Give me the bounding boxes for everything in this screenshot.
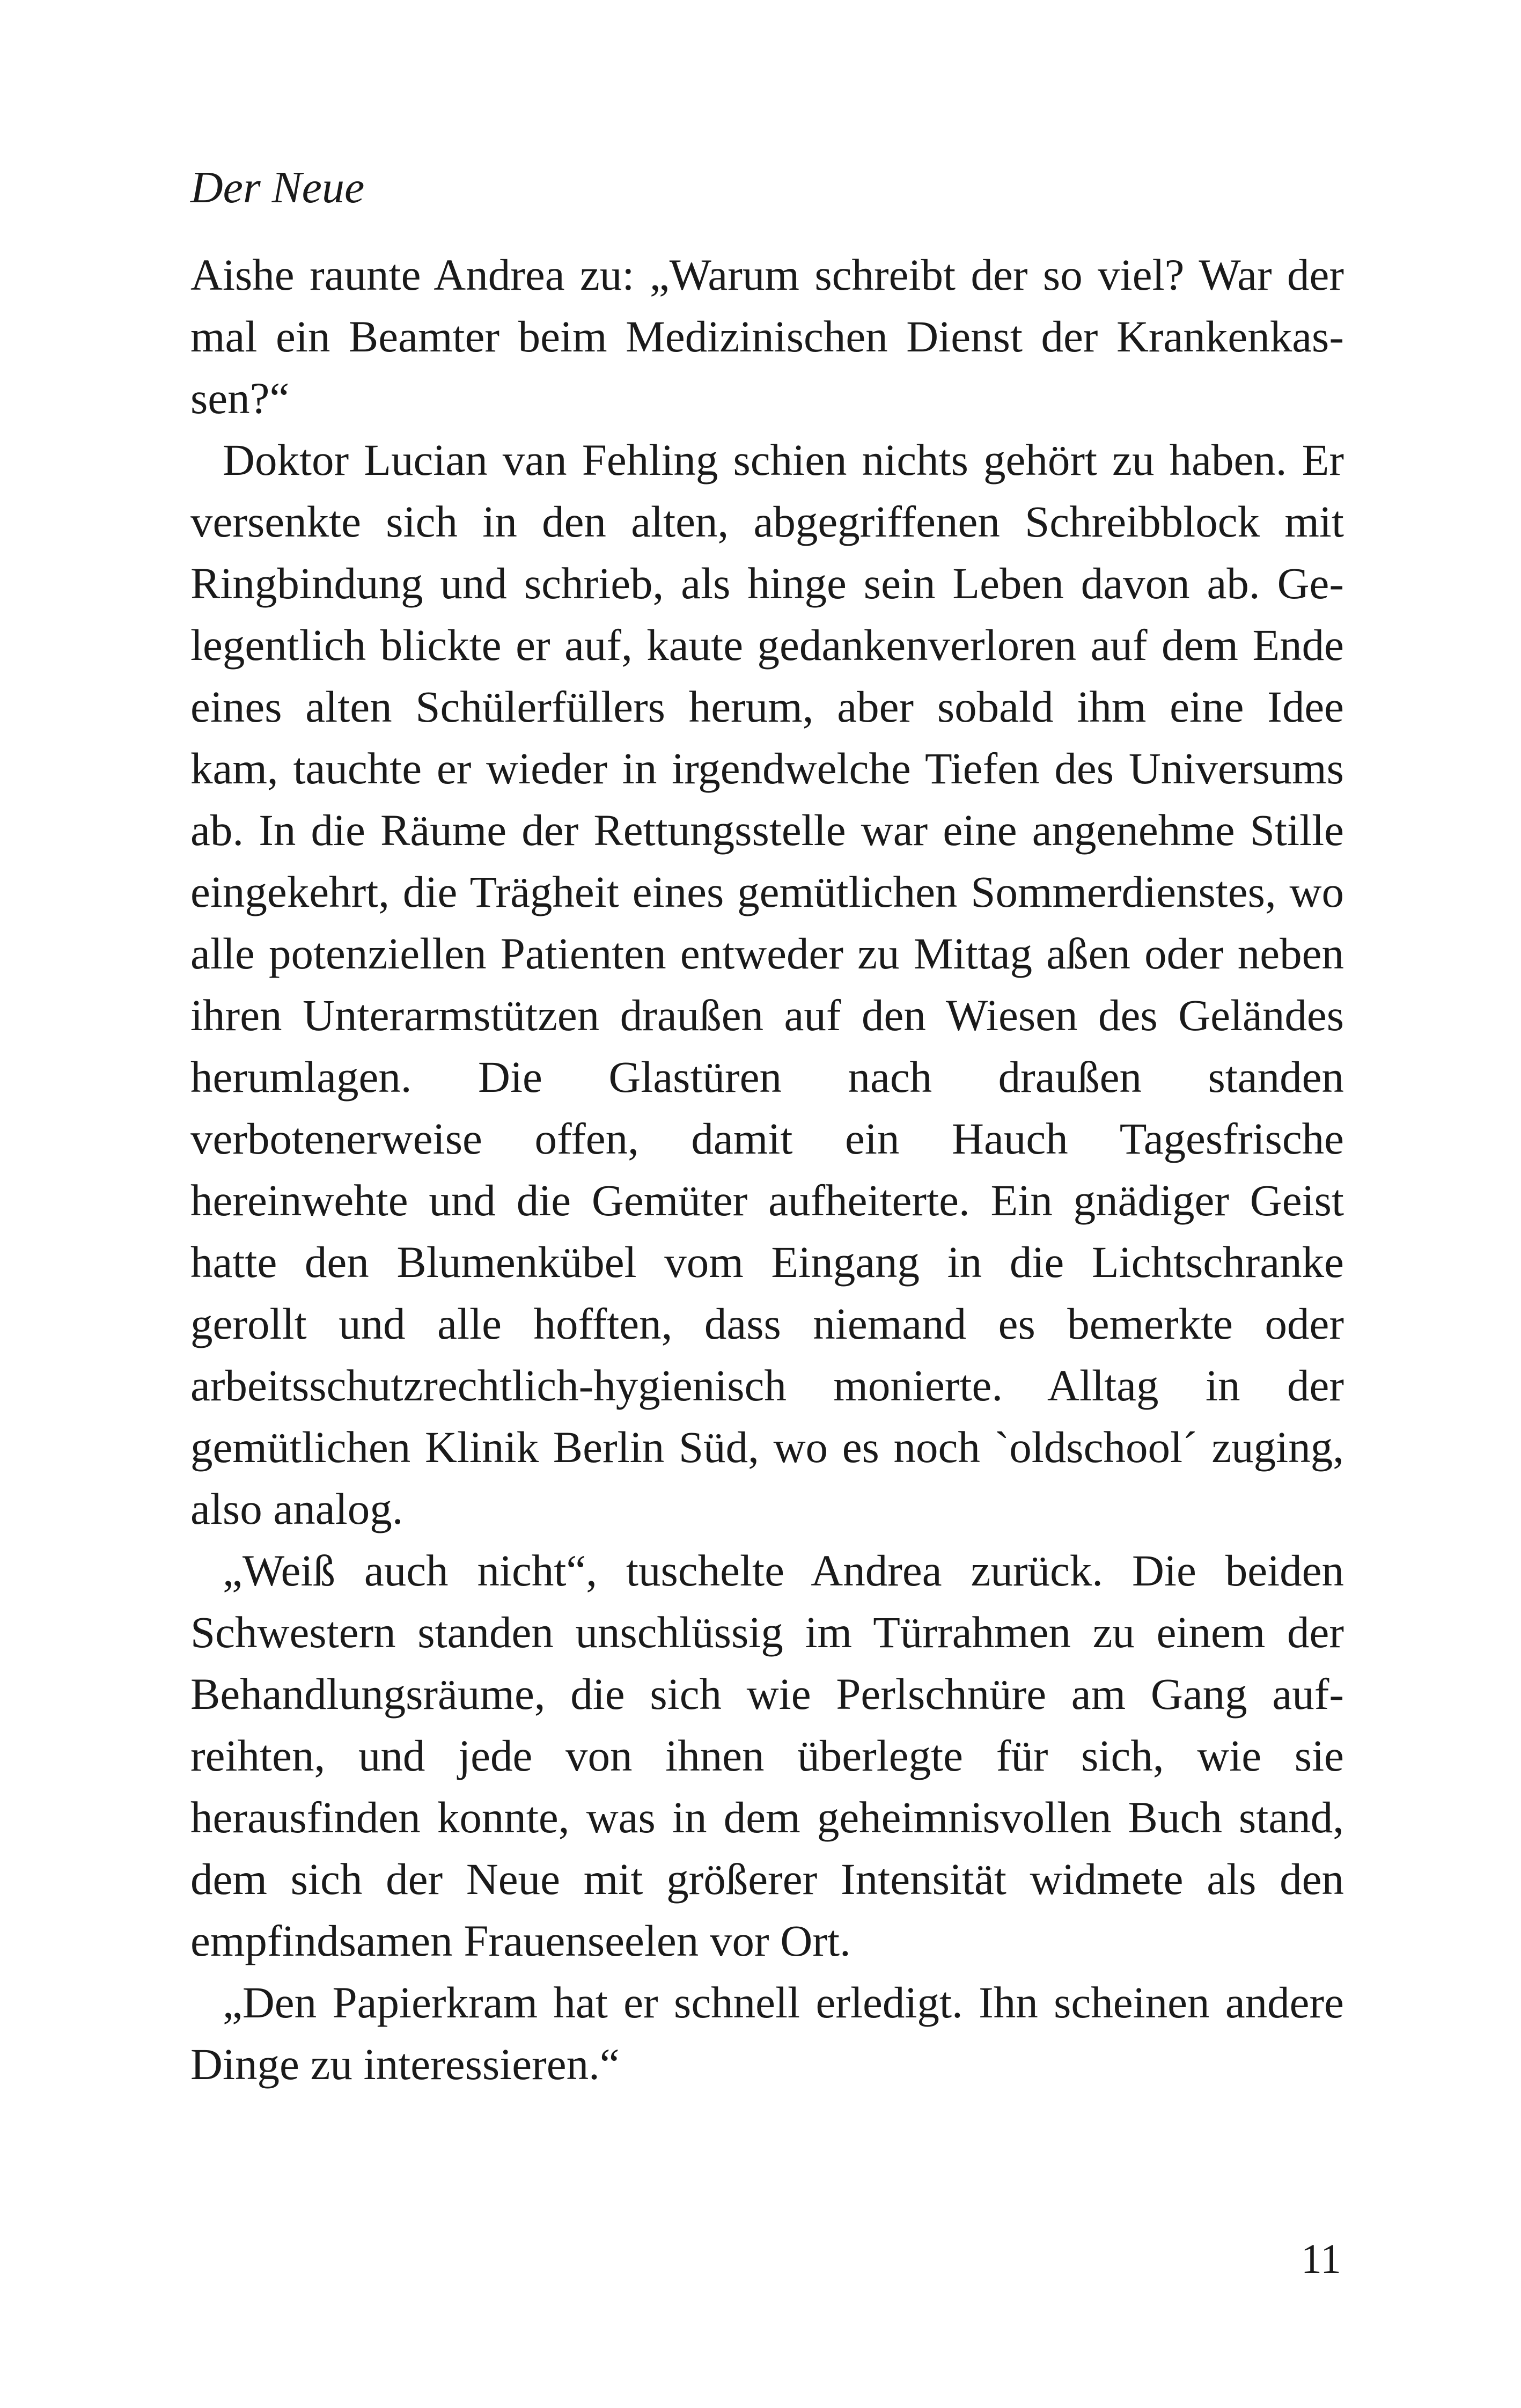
body-text	[190, 244, 1344, 2095]
running-title: Der Neue	[190, 163, 365, 212]
paragraph: Aishe raunte Andrea zu: „Warum schreibt der so viel? War der mal ein Beamter beim Medizinischen Dienst der Krankenkassen?“	[190, 250, 1344, 423]
paragraph: „Weiß auch nicht“, tuschelte Andrea zurück. Die beiden Schwestern standen unschlüssig im Türrahmen zu einem der Behandlungsräume, die sich wie Perlschnüre am Gang aufreihten, und jede von ihnen überlegte für sich, wie sie herausfinden konnte, was in dem geheimnisvollen Buch stand, dem sich der Neue mit größerer Intensität widmete als den empfindsamen Frauenseelen vor Ort.	[190, 1546, 1344, 1965]
paragraph: Doktor Lucian van Fehling schien nichts gehört zu haben. Er versenkte sich in den alten, abgegriffenen Schreibblock mit Ringbindung und schrieb, als hinge sein Leben davon ab. Gelegentlich blickte er auf, kaute gedankenverloren auf dem Ende eines alten Schülerfüllers herum, aber sobald ihm eine Idee kam, tauchte er wieder in irgendwelche Tiefen des Universums ab. In die Räume der Rettungsstelle war eine angenehme Stille eingekehrt, die Trägheit eines gemütlichen Sommerdienstes, wo alle potenziellen Patienten entweder zu Mittag aßen oder neben ihren Unterarmstützen draußen auf den Wiesen des Geländes herumlagen. Die Glastüren nach draußen standen verbotenerweise offen, damit ein Hauch Tagesfrische hereinwehte und die Gemüter aufheiterte. Ein gnädiger Geist hatte den Blumenkübel vom Eingang in die Lichtschranke gerollt und alle hofften, dass niemand es bemerkte oder arbeitsschutzrechtlich-hygienisch monierte. Alltag in der gemütlichen Klinik Berlin Süd, wo es noch `oldschool´ zuging, also analog.	[190, 435, 1344, 1533]
page-number: 11	[1300, 2235, 1341, 2282]
paragraph: „Den Papierkram hat er schnell erledigt. Ihn scheinen andere Dinge zu interessieren.“	[190, 1978, 1344, 2089]
